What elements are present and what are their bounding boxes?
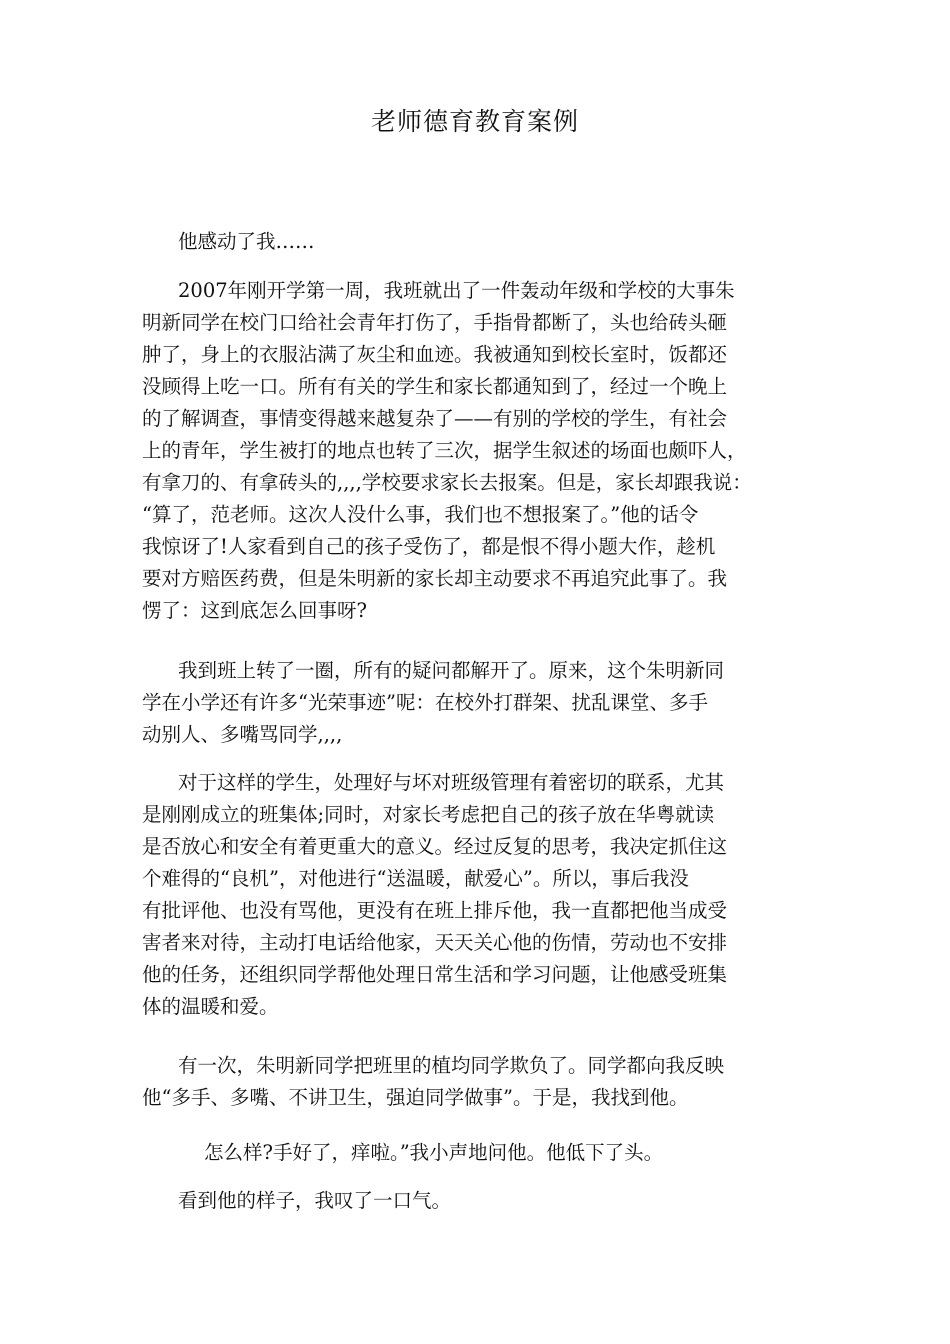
text-line: “算了，范老师。这次人没什么事，我们也不想报案了。”他的话令 <box>142 503 699 526</box>
text-line: 害者来对待，主动打电话给他家，天天关心他的伤情，劳动也不安排 <box>142 931 728 954</box>
paragraph-4 <box>142 767 818 1023</box>
text-line: 2007年刚开学第一周，我班就出了一件轰动年级和学校的大事朱 <box>178 279 735 302</box>
text-line: 有批评他、也没有骂他，更没有在班上排斥他，我一直都把他当成受 <box>142 899 728 922</box>
text-line: 我惊讶了!人家看到自己的孩子受伤了，都是恨不得小题大作，趁机 <box>142 535 716 558</box>
text-line: 学在小学还有许多“光荣事迹”呢：在校外打群架、扰乱课堂、多手 <box>142 691 708 714</box>
text-line: 要对方赔医药费，但是朱明新的家长却主动要求不再追究此事了。我 <box>142 567 728 590</box>
paragraph-3 <box>142 655 818 751</box>
text-line: 他的任务，还组织同学帮他处理日常生活和学习问题，让他感受班集 <box>142 963 728 986</box>
text-line: 上的青年，学生被打的地点也转了三次，据学生叙述的场面也颇吓人， <box>142 439 747 462</box>
text-line: 体的温暖和爱。 <box>142 995 279 1018</box>
text-line: 对于这样的学生，处理好与坏对班级管理有着密切的联系，尤其 <box>178 771 725 794</box>
paragraph-5 <box>142 1050 818 1114</box>
text-line: 的了解调查，事情变得越来越复杂了——有别的学校的学生，有社会 <box>142 407 728 430</box>
text-line: 个难得的“良机”，对他进行“送温暖，献爱心”。所以，事后我没 <box>142 867 689 890</box>
paragraph-7 <box>142 1185 818 1217</box>
text-line: 怎么样?手好了，痒啦。”我小声地问他。他低下了头。 <box>204 1141 664 1164</box>
text-line: 愣了：这到底怎么回事呀? <box>142 599 367 622</box>
text-line: 明新同学在校门口给社会青年打伤了，手指骨都断了，头也给砖头砸 <box>142 311 728 334</box>
text-line: 他“多手、多嘴、不讲卫生，强迫同学做事”。于是，我找到他。 <box>142 1086 689 1109</box>
text-line: 是刚刚成立的班集体;同时，对家长考虑把自己的孩子放在华粤就读 <box>142 803 715 826</box>
document-title: 老师德育教育案例 <box>370 107 579 136</box>
text-line: 没顾得上吃一口。所有有关的学生和家长都通知到了，经过一个晚上 <box>142 375 728 398</box>
text-line: 有拿刀的、有拿砖头的,,,,学校要求家长去报案。但是，家长却跟我说： <box>142 471 752 494</box>
paragraph-1 <box>142 226 818 258</box>
text-line: 他感动了我…… <box>178 230 315 253</box>
paragraph-6 <box>142 1137 818 1169</box>
text-line: 动别人、多嘴骂同学,,,, <box>142 723 343 746</box>
text-line: 看到他的样子，我叹了一口气。 <box>178 1189 452 1212</box>
text-line: 是否放心和安全有着更重大的意义。经过反复的思考，我决定抓住这 <box>142 835 728 858</box>
text-line: 我到班上转了一圈，所有的疑问都解开了。原来，这个朱明新同 <box>178 659 725 682</box>
text-line: 肿了，身上的衣服沾满了灰尘和血迹。我被通知到校长室时，饭都还 <box>142 343 728 366</box>
paragraph-2 <box>142 275 818 627</box>
text-line: 有一次，朱明新同学把班里的植均同学欺负了。同学都向我反映 <box>178 1054 725 1077</box>
